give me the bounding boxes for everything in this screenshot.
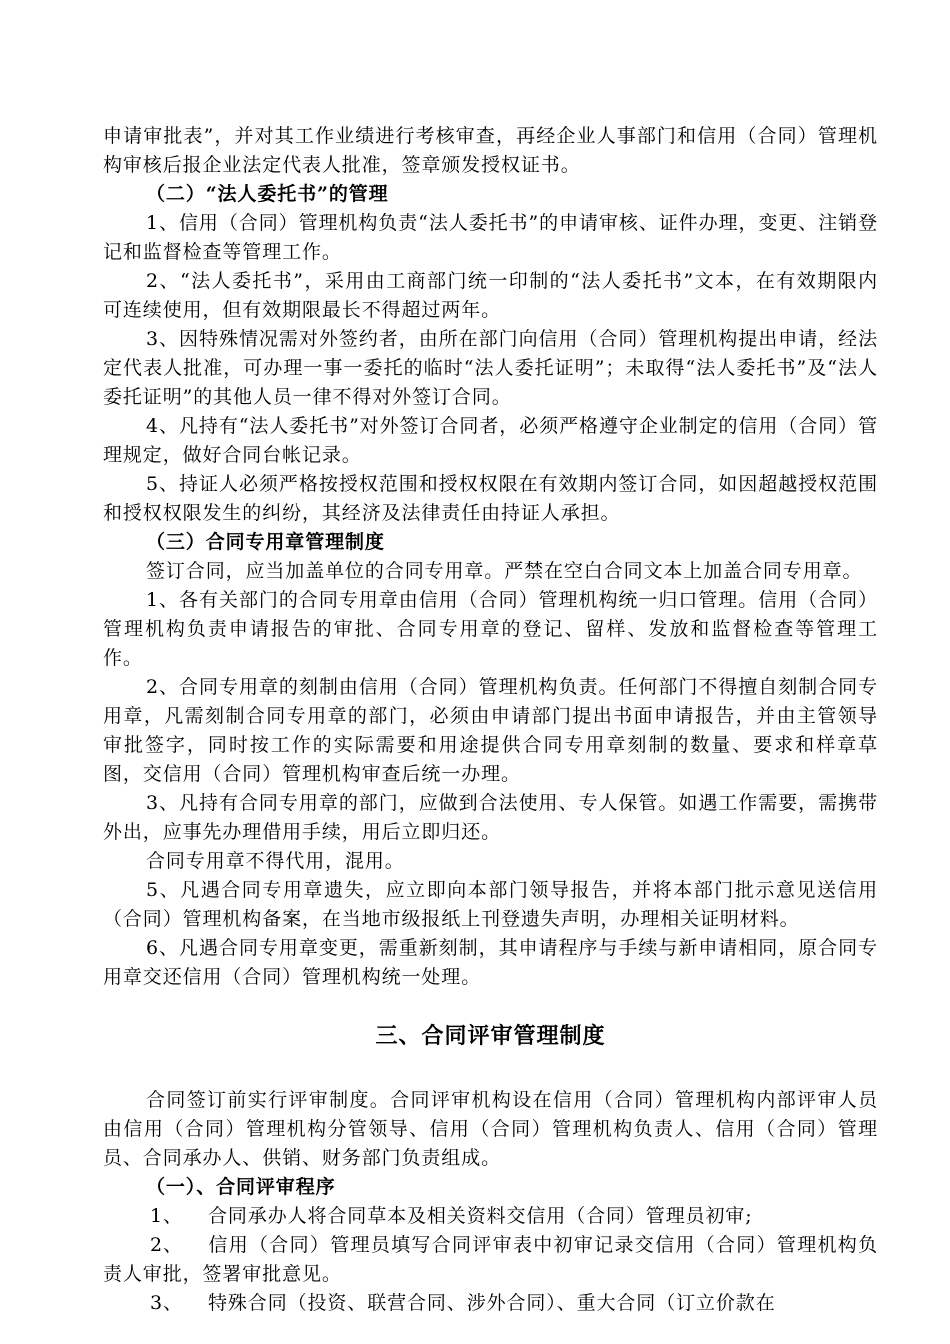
paragraph-3-5: 5、凡遇合同专用章遗失，应立即向本部门领导报告，并将本部门批示意见送信用（合同）管理机构备案，在当地市级报纸上刊登遗失声明，办理相关证明材料。 <box>103 879 878 930</box>
document-body <box>103 122 878 1318</box>
step-number: 3、 <box>150 1292 183 1314</box>
paragraph-3-1: 1、各有关部门的合同专用章由信用（合同）管理机构统一归口管理。信用（合同）管理机构负责申请报告的审批、合同专用章的登记、留样、发放和监督检查等管理工作。 <box>103 589 878 669</box>
review-step <box>103 1289 878 1318</box>
paragraph-2-1: 1、信用（合同）管理机构负责“法人委托书”的申请审核、证件办理，变更、注销登记和监督检查等管理工作。 <box>103 212 878 263</box>
paragraph-3-3: 3、凡持有合同专用章的部门，应做到合法使用、专人保管。如遇工作需要，需携带外出，应事先办理借用手续，用后立即归还。 <box>103 792 878 843</box>
review-step <box>103 1231 878 1289</box>
paragraph-intro: 申请审批表”，并对其工作业绩进行考核审查，再经企业人事部门和信用（合同）管理机构审核后报企业法定代表人批准，签章颁发授权证书。 <box>103 125 878 176</box>
heading-review-procedure: （一）、合同评审程序 <box>146 1176 336 1198</box>
paragraph-2-3: 3、因特殊情况需对外签约者，由所在部门向信用（合同）管理机构提出申请，经法定代表人批准，可办理一事一委托的临时“法人委托证明”；未取得“法人委托书”及“法人委托证明”的其他人员一律不得对外签订合同。 <box>103 328 878 408</box>
paragraph-3-2: 2、合同专用章的刻制由信用（合同）管理机构负责。任何部门不得擅自刻制合同专用章，凡需刻制合同专用章的部门，必须由申请部门提出书面申请报告，并由主管领导审批签字，同时按工作的实际需要和用途提供合同专用章刻制的数量、要求和样章草图，交信用（合同）管理机构审查后统一办理。 <box>103 676 878 785</box>
paragraph-3-4: 合同专用章不得代用，混用。 <box>146 850 405 872</box>
step-number: 1、 <box>150 1205 183 1227</box>
paragraph-2-4: 4、凡持有“法人委托书”对外签订合同者，必须严格遵守企业制定的信用（合同）管理规定，做好合同台帐记录。 <box>103 415 878 466</box>
step-text: 特殊合同（投资、联营合同、涉外合同）、重大合同（订立价款在 <box>208 1292 776 1314</box>
paragraph-2-5: 5、持证人必须严格按授权范围和授权权限在有效期内签订合同，如因超越授权范围和授权权限发生的纠纷，其经济及法律责任由持证人承担。 <box>103 473 878 524</box>
review-step <box>103 1202 878 1231</box>
paragraph-3-6: 6、凡遇合同专用章变更，需重新刻制，其申请程序与手续与新申请相同，原合同专用章交还信用（合同）管理机构统一处理。 <box>103 937 878 988</box>
paragraph-3-0: 签订合同，应当加盖单位的合同专用章。严禁在空白合同文本上加盖合同专用章。 <box>146 560 863 582</box>
step-text: 信用（合同）管理员填写合同评审表中初审记录交信用（合同）管理机构负责人审批，签署审批意见。 <box>103 1234 878 1285</box>
step-text: 合同承办人将合同草本及相关资料交信用（合同）管理员初审; <box>208 1205 753 1227</box>
step-number: 2、 <box>150 1234 183 1256</box>
heading-power-of-attorney: （二）“法人委托书”的管理 <box>146 183 389 205</box>
section-title: 三、合同评审管理制度 <box>375 1024 606 1049</box>
paragraph-review-intro: 合同签订前实行评审制度。合同评审机构设在信用（合同）管理机构内部评审人员由信用（合同）管理机构分管领导、信用（合同）管理机构负责人、信用（合同）管理员、合同承办人、供销、财务部门负责组成。 <box>103 1089 878 1169</box>
heading-contract-seal: （三）合同专用章管理制度 <box>146 531 385 553</box>
paragraph-2-2: 2、“法人委托书”，采用由工商部门统一印制的“法人委托书”文本，在有效期限内可连续使用，但有效期限最长不得超过两年。 <box>103 270 878 321</box>
